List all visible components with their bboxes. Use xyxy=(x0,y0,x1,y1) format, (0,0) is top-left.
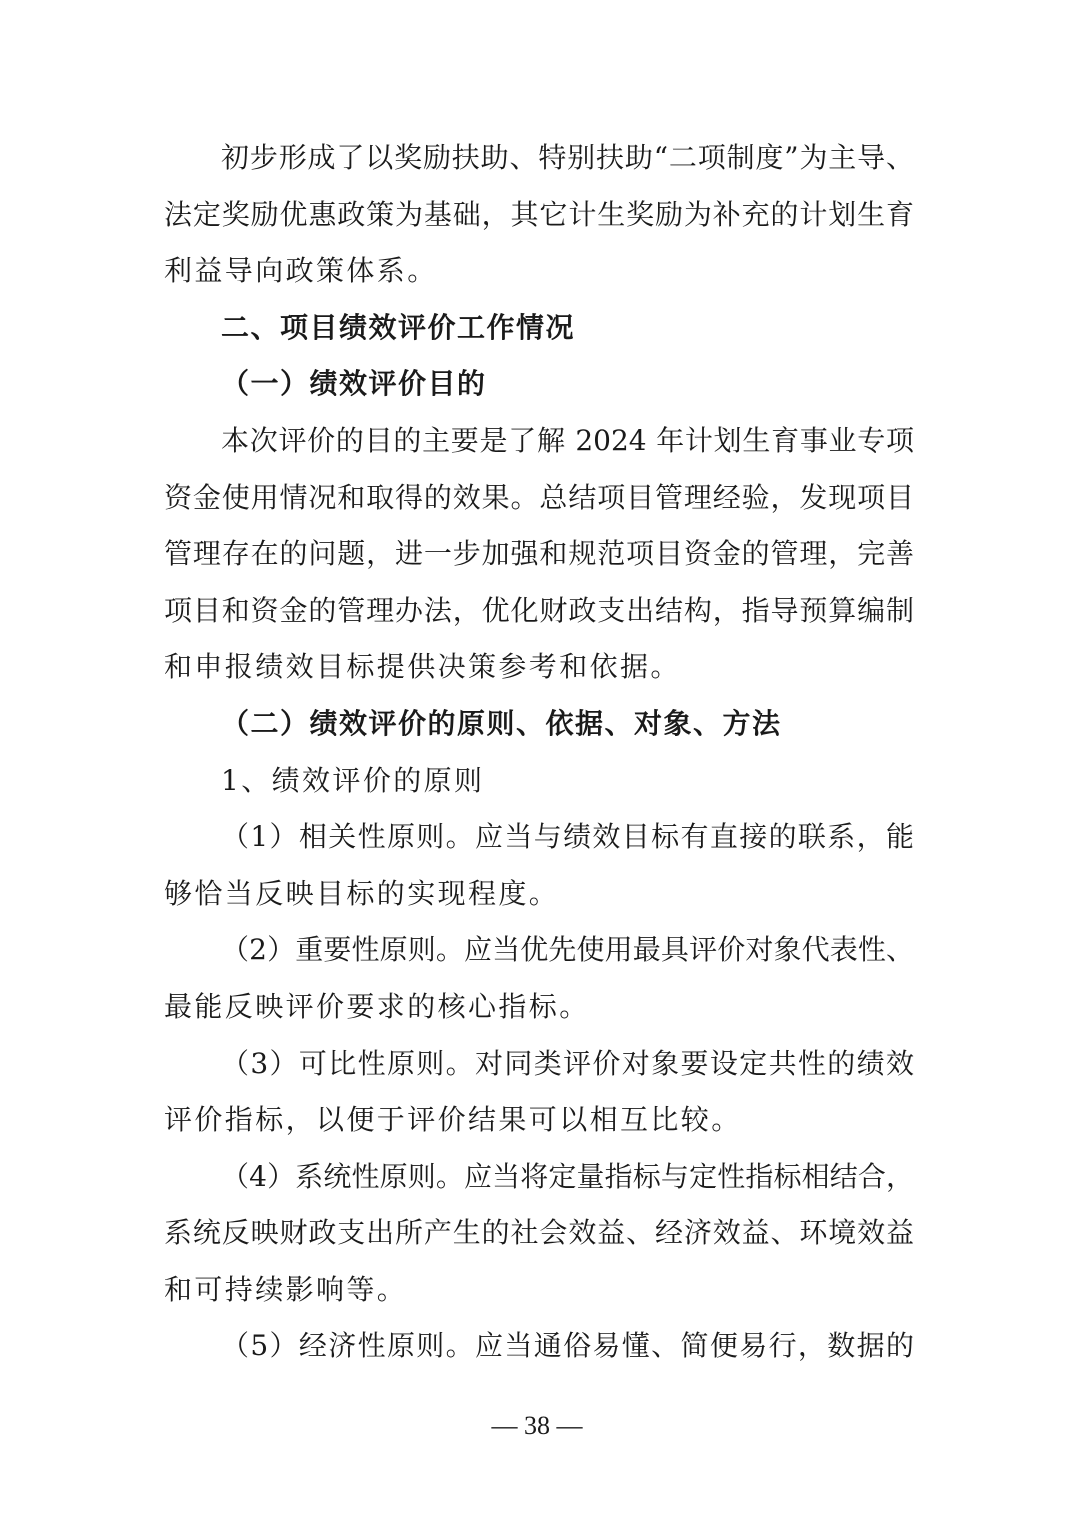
paragraph-line: （2）重要性原则。应当优先使用最具评价对象代表性、 xyxy=(221,933,914,967)
paragraph-line: 项目和资金的管理办法，优化财政支出结构，指导预算编制 xyxy=(164,593,914,627)
paragraph-line: （1）相关性原则。应当与绩效目标有直接的联系，能 xyxy=(221,820,914,854)
section-heading: 二、项目绩效评价工作情况 xyxy=(221,310,576,344)
paragraph-line: 最能反映评价要求的核心指标。 xyxy=(164,989,590,1023)
paragraph-line: 法定奖励优惠政策为基础，其它计生奖励为补充的计划生育 xyxy=(164,197,914,231)
subsection-heading: （一）绩效评价目的 xyxy=(221,367,487,401)
paragraph-line: 本次评价的目的主要是了解 2024 年计划生育事业专项 xyxy=(221,423,914,457)
paragraph-line: 和可持续影响等。 xyxy=(164,1272,408,1306)
subsection-heading: （二）绩效评价的原则、依据、对象、方法 xyxy=(221,706,782,740)
paragraph-line: 系统反映财政支出所产生的社会效益、经济效益、环境效益 xyxy=(164,1216,914,1250)
paragraph-line: 利益导向政策体系。 xyxy=(164,254,438,288)
paragraph-line: （5）经济性原则。应当通俗易懂、简便易行，数据的 xyxy=(221,1329,914,1363)
page-number: — 38 — xyxy=(491,1411,583,1440)
document-body xyxy=(164,130,914,1375)
paragraph-line: （4）系统性原则。应当将定量指标与定性指标相结合， xyxy=(221,1159,914,1193)
list-heading: 1、绩效评价的原则 xyxy=(221,763,485,797)
paragraph-line: 管理存在的问题，进一步加强和规范项目资金的管理，完善 xyxy=(164,537,914,571)
paragraph-line: 够恰当反映目标的实现程度。 xyxy=(164,876,560,910)
paragraph-line: 初步形成了以奖励扶助、特别扶助“二项制度”为主导、 xyxy=(221,141,914,174)
paragraph-line: 和申报绩效目标提供决策参考和依据。 xyxy=(164,650,681,684)
paragraph-line: 评价指标，以便于评价结果可以相互比较。 xyxy=(164,1103,742,1137)
paragraph-line: 资金使用情况和取得的效果。总结项目管理经验，发现项目 xyxy=(164,480,914,514)
paragraph-line: （3）可比性原则。对同类评价对象要设定共性的绩效 xyxy=(221,1046,914,1080)
